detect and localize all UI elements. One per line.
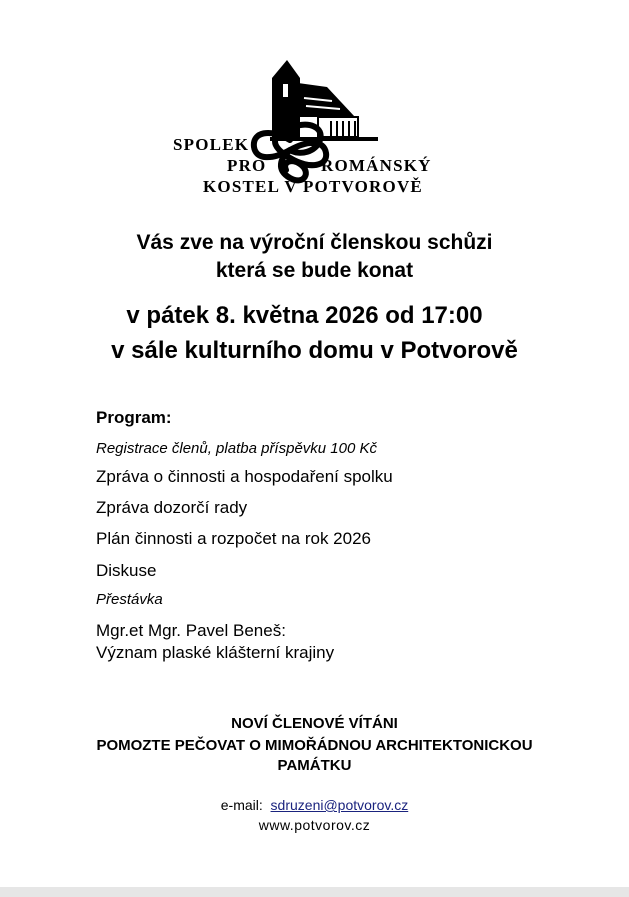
logo-text-line-3: KOSTEL V POTVOROVĚ bbox=[203, 177, 423, 196]
email-link[interactable]: sdruzeni@potvorov.cz bbox=[270, 797, 409, 813]
meeting-date: v pátek 8. května 2026 od 17:00 bbox=[126, 302, 483, 329]
email-label: e-mail: bbox=[220, 797, 263, 813]
program-item-break: Přestávka bbox=[96, 591, 163, 608]
program-item-activity-report: Zpráva o činnosti a hospodaření spolku bbox=[96, 467, 393, 486]
program-item-discussion: Diskuse bbox=[96, 561, 157, 580]
email-row bbox=[0, 797, 629, 813]
program-item-plan-budget: Plán činnosti a rozpočet na rok 2026 bbox=[96, 529, 372, 548]
logo-text-line-1: SPOLEK bbox=[173, 135, 250, 154]
meeting-place: v sále kulturního domu v Potvorově bbox=[111, 337, 518, 364]
program-item-speaker: Mgr.et Mgr. Pavel Beneš: bbox=[96, 621, 286, 640]
invitation-line-2: která se bude konat bbox=[215, 259, 414, 282]
website-link[interactable]: www.potvorov.cz bbox=[258, 817, 371, 833]
program-item-registration: Registrace členů, platba příspěvku 100 Kč bbox=[96, 440, 377, 457]
association-logo bbox=[0, 0, 629, 200]
program-item-lecture-title: Význam plaské klášterní krajiny bbox=[96, 643, 335, 662]
logo-text-pro: PRO bbox=[227, 156, 267, 175]
church-knot-emblem bbox=[0, 0, 629, 200]
logo-text-romansky: ROMÁNSKÝ bbox=[321, 156, 432, 175]
invitation-line-1: Vás zve na výroční členskou schůzi bbox=[136, 231, 493, 254]
welcome-line-1: NOVÍ ČLENOVÉ VÍTÁNI bbox=[231, 715, 398, 732]
page-bottom-edge bbox=[0, 887, 629, 897]
program-item-supervisory-report: Zpráva dozorčí rady bbox=[96, 498, 248, 517]
welcome-line-3: PAMÁTKU bbox=[277, 757, 352, 774]
program-heading: Program: bbox=[96, 408, 172, 427]
welcome-line-2: POMOZTE PEČOVAT O MIMOŘÁDNOU ARCHITEKTONICKOU bbox=[96, 737, 533, 754]
